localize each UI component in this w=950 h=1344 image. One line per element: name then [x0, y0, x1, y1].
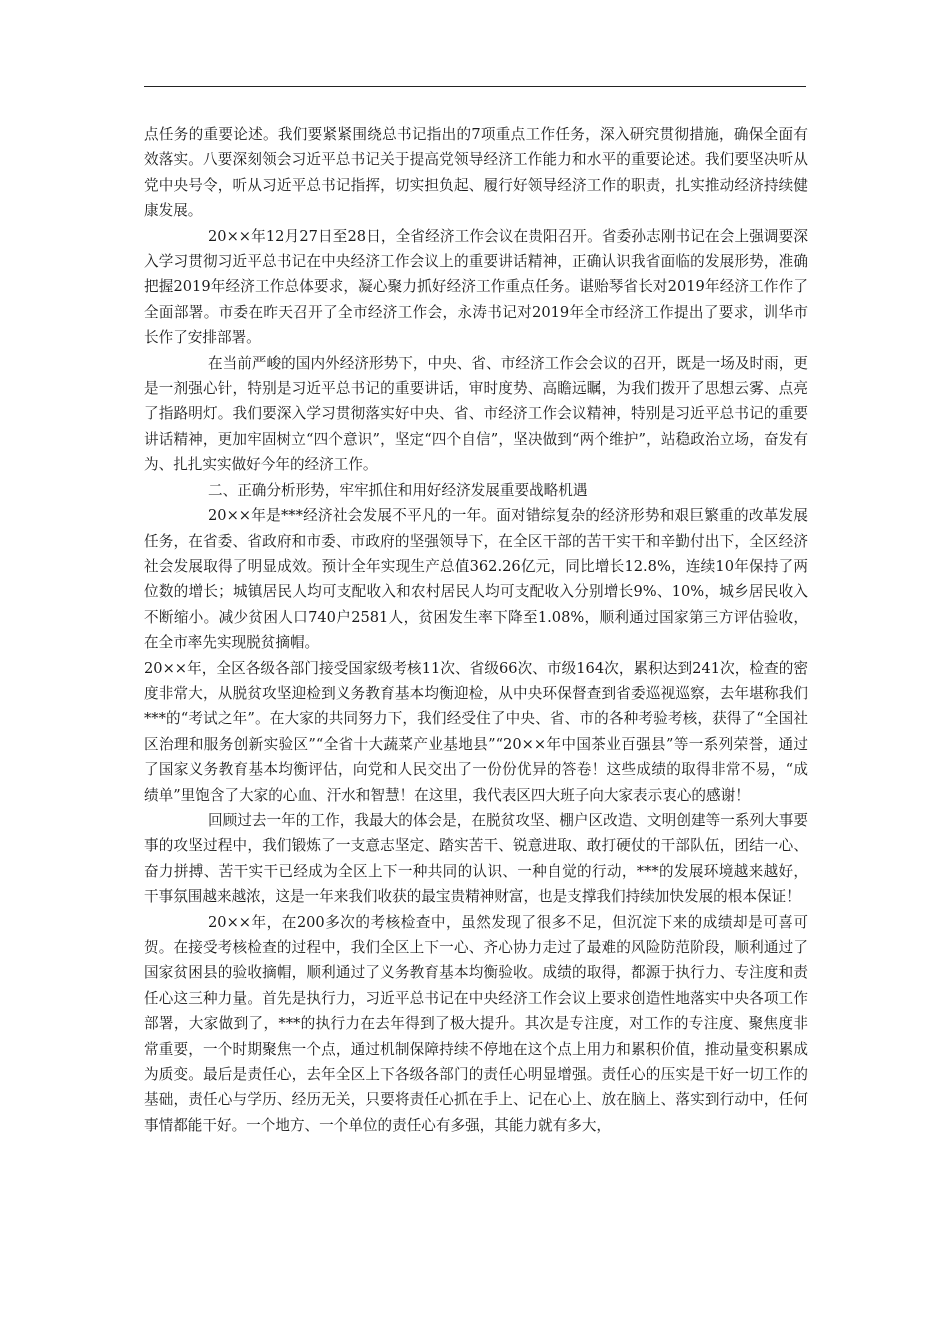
paragraph: 20××年是***经济社会发展不平凡的一年。面对错综复杂的经济形势和艰巨繁重的改革发展任务，在省委、省政府和市委、市政府的坚强领导下，在全区干部的苦干实干和辛勤付出下，全区经济社会发展取得了明显成效。预计全年实现生产总值362.26亿元，同比增长12.8%，连续10年保持了两位数的增长；城镇居民人均可支配收入和农村居民人均可支配收入分别增长9%、10%，城乡居民收入不断缩小。减少贫困人口740户2581人，贫困发生率下降至1.08%，顺利通过国家第三方评估验收，在全市率先实现脱贫摘帽。 [144, 507, 808, 652]
section-heading: 二、正确分析形势，牢牢抓住和用好经济发展重要战略机遇 [208, 481, 588, 499]
document-body [144, 122, 808, 1138]
paragraph: 20××年，在200多次的考核检查中，虽然发现了很多不足，但沉淀下来的成绩却是可喜可贺。在接受考核检查的过程中，我们全区上下一心、齐心协力走过了最难的风险防范阶段，顺利通过了国家贫困县的验收摘帽，顺利通过了义务教育基本均衡验收。成绩的取得，都源于执行力、专注度和责任心这三种力量。首先是执行力，习近平总书记在中央经济工作会议上要求创造性地落实中央各项工作部署，大家做到了，***的执行力在去年得到了极大提升。其次是专注度，对工作的专注度、聚焦度非常重要，一个时期聚焦一个点，通过机制保障持续不停地在这个点上用力和累积价值，推动量变积累成为质变。最后是责任心，去年全区上下各级各部门的责任心明显增强。责任心的压实是干好一切工作的基础，责任心与学历、经历无关，只要将责任心抓在手上、记在心上、放在脑上、落实到行动中，任何事情都能干好。一个地方、一个单位的责任心有多强，其能力就有多大， [144, 913, 808, 1134]
paragraph: 20××年，全区各级各部门接受国家级考核11次、省级66次、市级164次，累积达到241次，检查的密度非常大，从脱贫攻坚迎检到义务教育基本均衡迎检，从中央环保督查到省委巡视巡察，去年堪称我们***的“考试之年”。在大家的共同努力下，我们经受住了中央、省、市的各种考验考核，获得了“全国社区治理和服务创新实验区”“全省十大蔬菜产业基地县”“20××年中国茶业百强县”等一系列荣誉，通过了国家义务教育基本均衡评估，向党和人民交出了一份份优异的答卷！这些成绩的取得非常不易，“成绩单”里饱含了大家的心血、汗水和智慧！在这里，我代表区四大班子向大家表示衷心的感谢！ [144, 659, 808, 804]
paragraph: 在当前严峻的国内外经济形势下，中央、省、市经济工作会会议的召开，既是一场及时雨，更是一剂强心针，特别是习近平总书记的重要讲话，审时度势、高瞻远瞩，为我们拨开了思想云雾、点亮了指路明灯。我们要深入学习贯彻落实好中央、省、市经济工作会议精神，特别是习近平总书记的重要讲话精神，更加牢固树立“四个意识”，坚定“四个自信”，坚决做到“两个维护”，站稳政治立场，奋发有为、扎扎实实做好今年的经济工作。 [144, 354, 808, 474]
paragraph: 20××年12月27日至28日，全省经济工作会议在贵阳召开。省委孙志刚书记在会上强调要深入学习贯彻习近平总书记在中央经济工作会议上的重要讲话精神，正确认识我省面临的发展形势，准确把握2019年经济工作总体要求，凝心聚力抓好经济工作重点任务。谌贻琴省长对2019年经济工作作了全面部署。市委在昨天召开了全市经济工作会，永涛书记对2019年全市经济工作提出了要求，训华市长作了安排部署。 [144, 227, 808, 347]
header-rule [144, 86, 806, 87]
paragraph: 点任务的重要论述。我们要紧紧围绕总书记指出的7项重点工作任务，深入研究贯彻措施，确保全面有效落实。八要深刻领会习近平总书记关于提高党领导经济工作能力和水平的重要论述。我们要坚决听从党中央号令，听从习近平总书记指挥，切实担负起、履行好领导经济工作的职责，扎实推动经济持续健康发展。 [144, 126, 808, 220]
paragraph: 回顾过去一年的工作，我最大的体会是，在脱贫攻坚、棚户区改造、文明创建等一系列大事要事的攻坚过程中，我们锻炼了一支意志坚定、踏实苦干、锐意进取、敢打硬仗的干部队伍，团结一心、奋力拼搏、苦干实干已经成为全区上下一种共同的认识、一种自觉的行动，***的发展环境越来越好，干事氛围越来越浓，这是一年来我们收获的最宝贵精神财富，也是支撑我们持续加快发展的根本保证！ [144, 811, 808, 906]
